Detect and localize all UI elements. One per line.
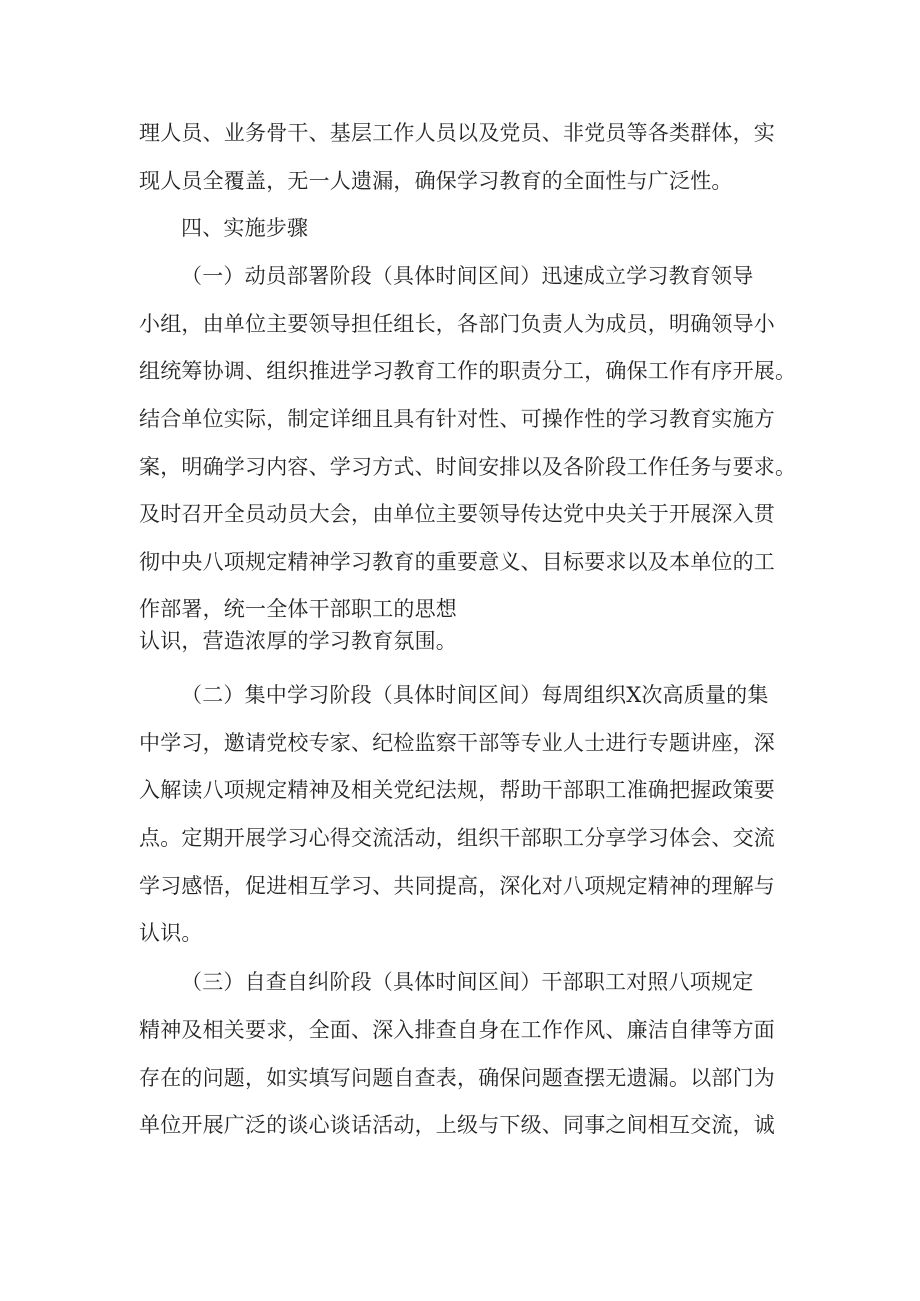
text-line: 认识，营造浓厚的学习教育氛围。 [139,629,457,653]
text-line: 入解读八项规定精神及相关党纪法规，帮助干部职工准确把握政策要 [139,778,775,802]
text-line: 存在的问题，如实填写问题自查表，确保问题查摆无遗漏。以部门为 [139,1066,775,1090]
text-line: 彻中央八项规定精神学习教育的重要意义、目标要求以及本单位的工 [139,550,775,574]
text-line: （三）自查自纠阶段（具体时间区间）干部职工对照八项规定 [181,970,754,994]
text-line: （二）集中学习阶段（具体时间区间）每周组织X次高质量的集 [181,683,769,707]
text-line: 点。定期开展学习心得交流活动，组织干部职工分享学习体会、交流 [139,826,775,850]
text-line: （一）动员部署阶段（具体时间区间）迅速成立学习教育领导 [181,264,754,288]
text-line: 作部署，统一全体干部职工的思想 [139,597,457,621]
text-line: 案，明确学习内容、学习方式、时间安排以及各阶段工作任务与要求。 [139,455,797,479]
text-line: 认识。 [139,921,203,945]
text-line: 单位开展广泛的谈心谈话活动，上级与下级、同事之间相互交流，诚 [139,1113,775,1137]
text-line: 小组，由单位主要领导担任组长，各部门负责人为成员，明确领导小 [139,312,775,336]
text-line: 理人员、业务骨干、基层工作人员以及党员、非党员等各类群体，实 [139,121,775,145]
text-line: 组统筹协调、组织推进学习教育工作的职责分工，确保工作有序开展。 [139,359,797,383]
text-line: 结合单位实际，制定详细且具有针对性、可操作性的学习教育实施方 [139,407,775,431]
text-line: 及时召开全员动员大会，由单位主要领导传达党中央关于开展深入贯 [139,502,775,526]
section-heading: 四、实施步骤 [181,216,309,240]
text-line: 精神及相关要求，全面、深入排查自身在工作作风、廉洁自律等方面 [139,1018,775,1042]
text-line: 现人员全覆盖，无一人遗漏，确保学习教育的全面性与广泛性。 [139,169,733,193]
text-line: 学习感悟，促进相互学习、共同提高，深化对八项规定精神的理解与 [139,874,775,898]
text-line: 中学习，邀请党校专家、纪检监察干部等专业人士进行专题讲座，深 [139,731,775,755]
